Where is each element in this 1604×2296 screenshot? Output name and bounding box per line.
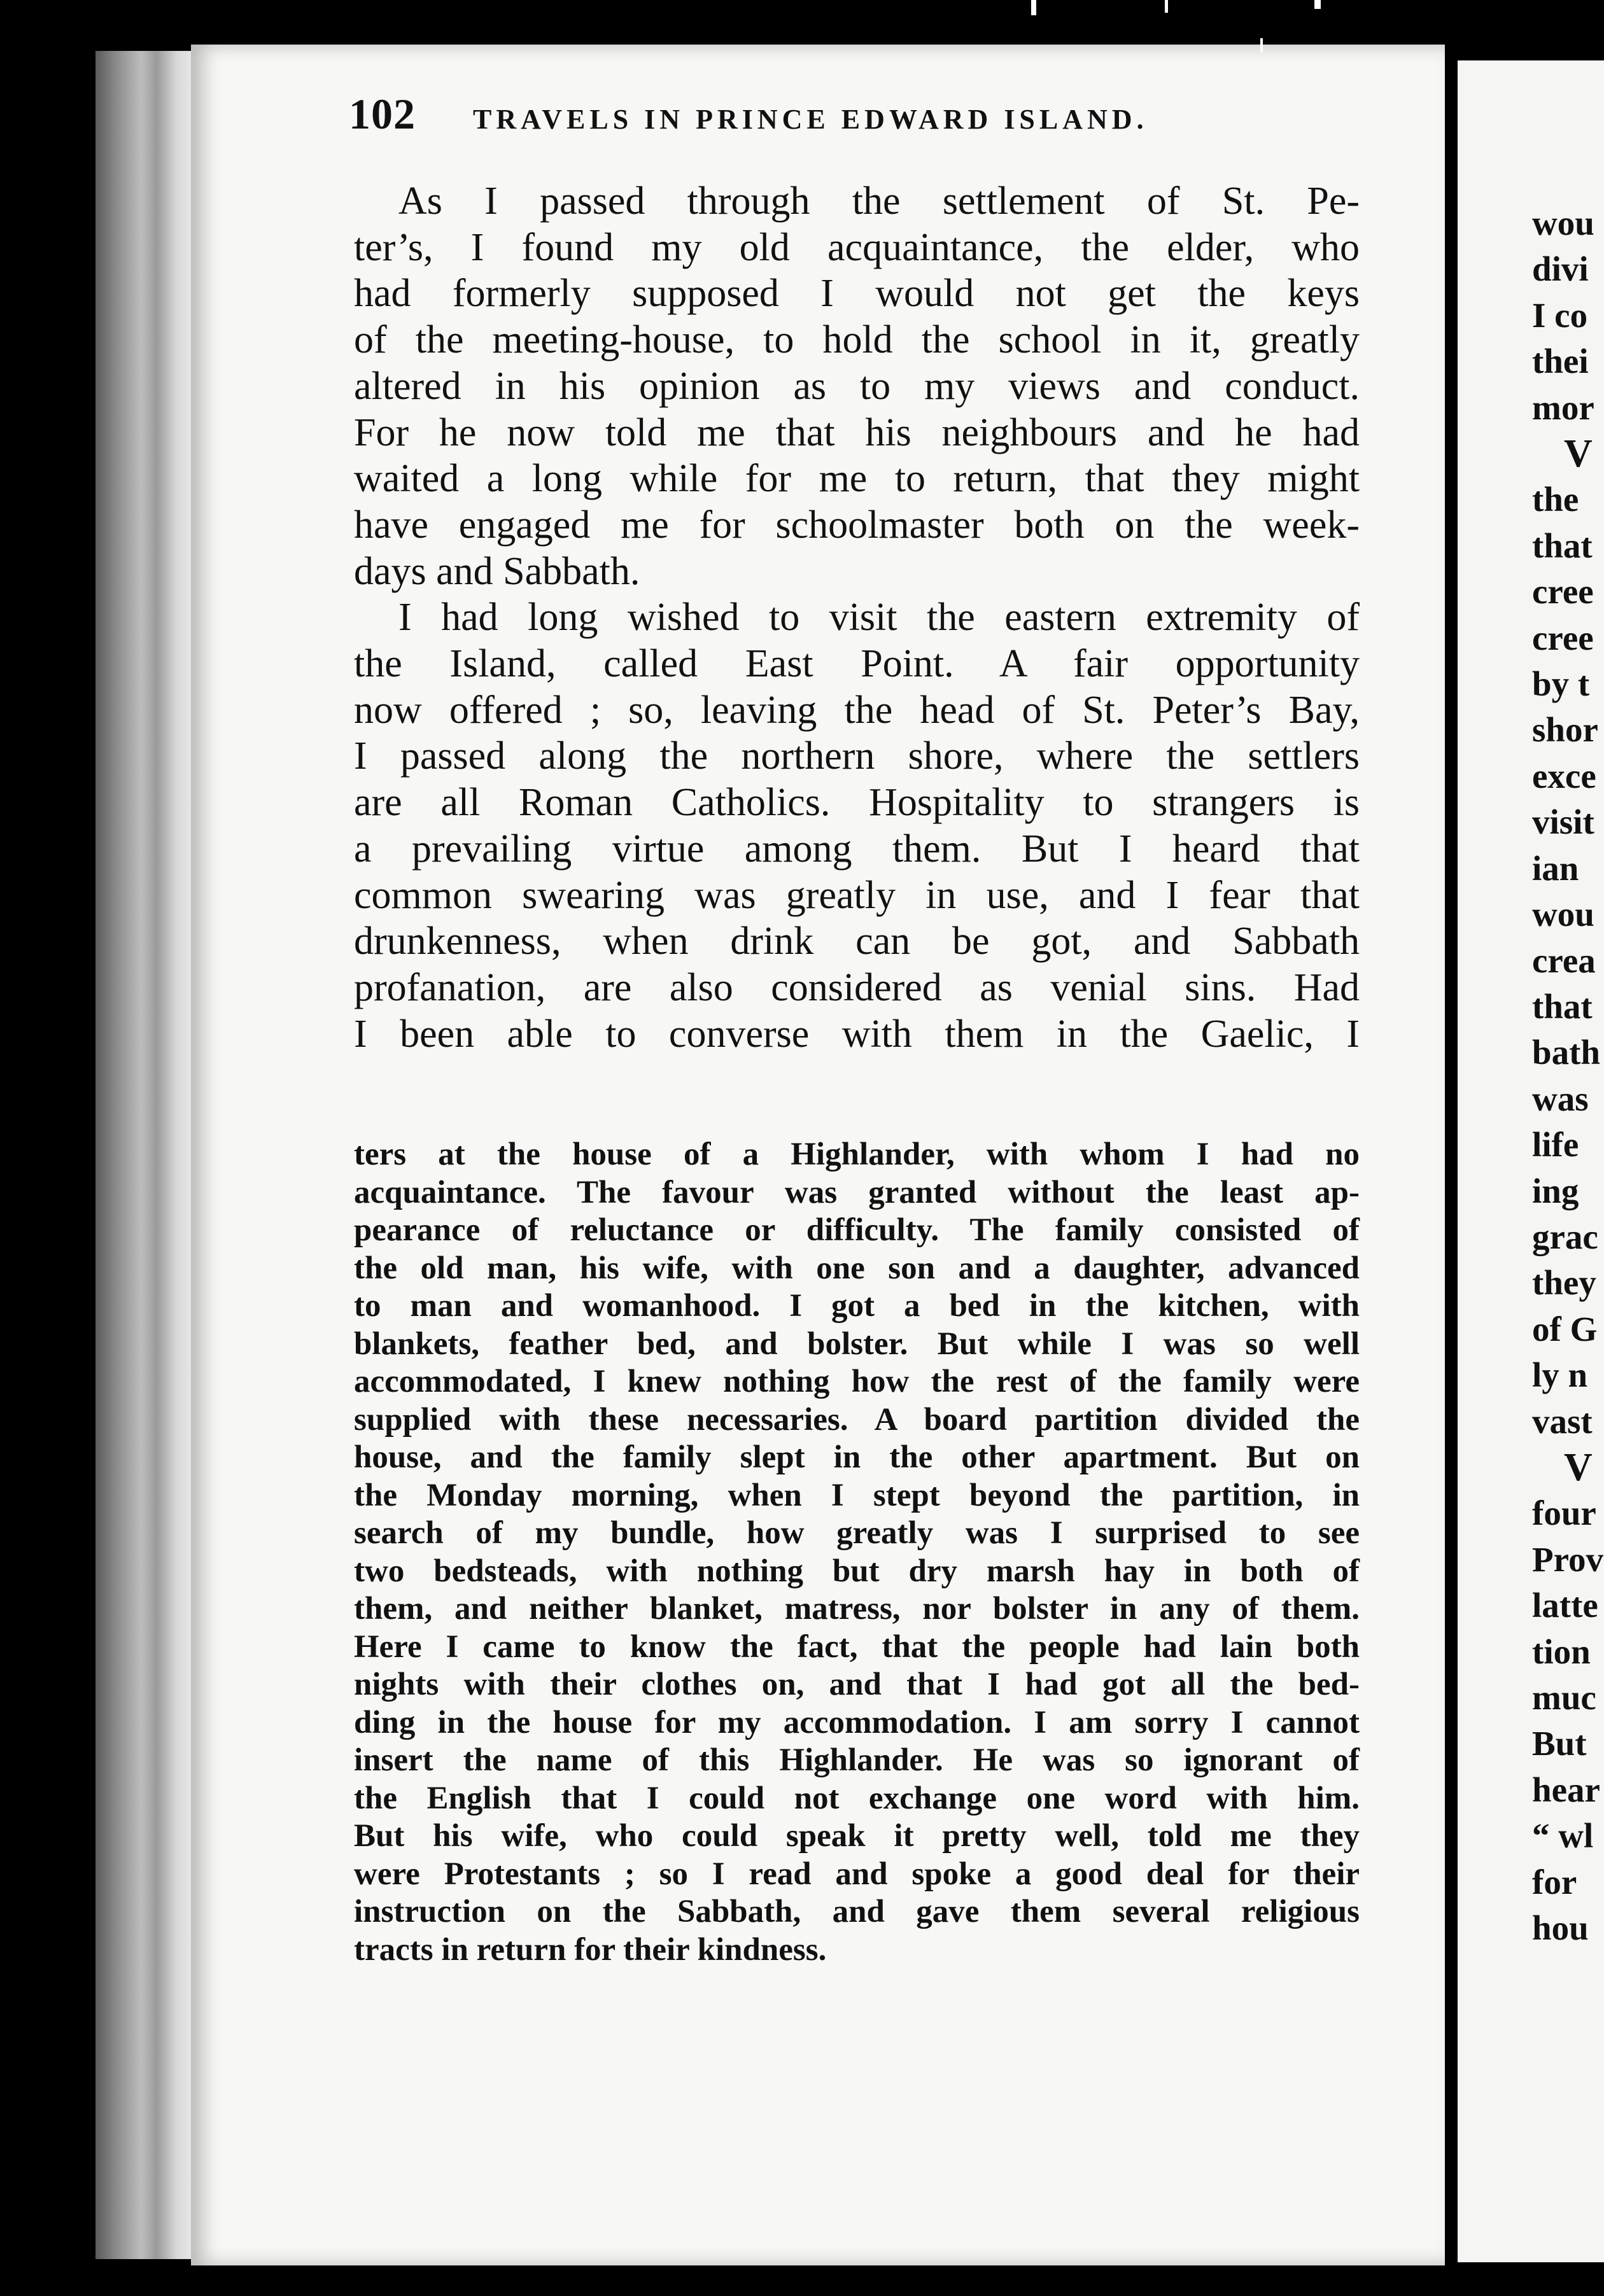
footnote-line: search of my bundle, how greatly was I surprised to see: [354, 1515, 1360, 1551]
footnote-line: were Protestants ; so I read and spoke a good deal for their: [354, 1856, 1360, 1892]
body-text: [354, 178, 1360, 1057]
facing-page-text: [1532, 200, 1604, 1951]
facing-text-fragment: muc: [1532, 1678, 1596, 1717]
facing-text-fragment: ian: [1532, 848, 1579, 888]
book-page-edges: [95, 51, 197, 2259]
scan-speck: [1314, 0, 1321, 9]
footnote-line: blankets, feather bed, and bolster. But while I was so well: [354, 1326, 1360, 1362]
page-header: [349, 89, 1342, 146]
footnote-line: insert the name of this Highlander. He was so ignorant of: [354, 1742, 1360, 1778]
text-line: altered in his opinion as to my views and conduct.: [354, 364, 1360, 408]
facing-text-fragment: V: [1564, 1445, 1593, 1489]
facing-text-fragment: mor: [1532, 388, 1594, 427]
facing-text-fragment: hou: [1532, 1908, 1589, 1948]
text-line: I passed along the northern shore, where the settlers: [354, 734, 1360, 778]
text-line: the Island, called East Point. A fair opportunity: [354, 642, 1360, 686]
page-number: 102: [349, 90, 416, 138]
facing-text-fragment: they: [1532, 1263, 1596, 1303]
text-line: now offered ; so, leaving the head of St. Peter’s Bay,: [354, 688, 1360, 732]
text-line: drunkenness, when drink can be got, and Sabbath: [354, 920, 1360, 963]
footnote-line: house, and the family slept in the other apartment. But on: [354, 1439, 1360, 1475]
facing-text-fragment: vast: [1532, 1401, 1593, 1441]
footnote-line: pearance of reluctance or difficulty. The family consisted of: [354, 1212, 1360, 1248]
facing-text-fragment: But: [1532, 1724, 1587, 1763]
scan-speck: [1031, 0, 1036, 15]
facing-text-fragment: crea: [1532, 941, 1596, 980]
footnote-line: tracts in return for their kindness.: [354, 1931, 827, 1968]
scan-speck: [1165, 0, 1168, 13]
footnote-line: instruction on the Sabbath, and gave them several religious: [354, 1894, 1360, 1929]
footnote-line: the Monday morning, when I stept beyond the partition, in: [354, 1477, 1360, 1513]
facing-text-fragment: four: [1532, 1494, 1596, 1533]
footnote-line: acquaintance. The favour was granted without the least ap-: [354, 1174, 1360, 1210]
facing-text-fragment: V: [1564, 432, 1593, 476]
text-line: a prevailing virtue among them. But I heard that: [354, 827, 1360, 871]
scan-speck: [1260, 38, 1263, 52]
facing-text-fragment: wou: [1532, 895, 1594, 934]
facing-text-fragment: the: [1532, 480, 1579, 519]
facing-text-fragment: was: [1532, 1079, 1589, 1118]
footnote-line: Here I came to know the fact, that the people had lain both: [354, 1628, 1360, 1665]
text-line: For he now told me that his neighbours and he had: [354, 410, 1360, 454]
footnote-line: nights with their clothes on, and that I had got all the bed-: [354, 1667, 1360, 1702]
facing-text-fragment: life: [1532, 1125, 1579, 1165]
facing-text-fragment: ly n: [1532, 1355, 1588, 1395]
facing-text-fragment: “ wl: [1532, 1816, 1594, 1856]
footnote-line: accommodated, I knew nothing how the rest of the family were: [354, 1364, 1360, 1399]
footnote-line: ding in the house for my accommodation. I am sorry I cannot: [354, 1704, 1360, 1740]
text-line: have engaged me for schoolmaster both on the week-: [354, 503, 1360, 547]
facing-text-fragment: grac: [1532, 1217, 1598, 1256]
footnote-line: the old man, his wife, with one son and a daughter, advanced: [354, 1250, 1360, 1286]
facing-text-fragment: cree: [1532, 618, 1594, 657]
footnote-line: ters at the house of a Highlander, with whom I had no: [354, 1137, 1360, 1172]
text-line: I been able to converse with them in the Gaelic, I: [354, 1012, 1360, 1056]
facing-text-fragment: cree: [1532, 572, 1594, 612]
running-title: TRAVELS IN PRINCE EDWARD ISLAND.: [473, 104, 1148, 135]
text-line: days and Sabbath.: [354, 549, 640, 593]
text-line: As I passed through the settlement of St. Pe-: [398, 179, 1360, 223]
footnote-line: to man and womanhood. I got a bed in the kitchen, with: [354, 1288, 1360, 1324]
facing-text-fragment: of G: [1532, 1309, 1598, 1348]
facing-text-fragment: Prov: [1532, 1539, 1604, 1579]
footnote-line: But his wife, who could speak it pretty well, told me they: [354, 1818, 1360, 1854]
facing-text-fragment: by t: [1532, 664, 1590, 704]
text-line: of the meeting-house, to hold the school in it, greatly: [354, 318, 1360, 362]
text-line: had formerly supposed I would not get the keys: [354, 272, 1360, 316]
text-line: I had long wished to visit the eastern extremity of: [398, 596, 1360, 640]
facing-text-fragment: ing: [1532, 1171, 1579, 1210]
text-line: waited a long while for me to return, that they might: [354, 457, 1360, 501]
footnote-line: them, and neither blanket, matress, nor bolster in any of them.: [354, 1591, 1360, 1627]
facing-text-fragment: that: [1532, 986, 1593, 1026]
facing-text-fragment: tion: [1532, 1632, 1591, 1671]
facing-text-fragment: I co: [1532, 295, 1588, 335]
text-line: are all Roman Catholics. Hospitality to strangers is: [354, 781, 1360, 825]
text-line: common swearing was greatly in use, and I fear that: [354, 873, 1360, 917]
facing-text-fragment: visit: [1532, 802, 1594, 842]
facing-text-fragment: latte: [1532, 1586, 1598, 1625]
facing-text-fragment: hear: [1532, 1770, 1600, 1809]
facing-text-fragment: thei: [1532, 342, 1589, 381]
facing-text-fragment: exce: [1532, 756, 1596, 795]
facing-text-fragment: for: [1532, 1862, 1577, 1901]
text-line: ter’s, I found my old acquaintance, the elder, who: [354, 225, 1360, 269]
facing-text-fragment: that: [1532, 526, 1593, 565]
facing-text-fragment: shor: [1532, 710, 1598, 750]
footnote: [354, 1136, 1360, 1969]
footnote-line: supplied with these necessaries. A board partition divided the: [354, 1401, 1360, 1438]
facing-text-fragment: bath: [1532, 1033, 1600, 1072]
facing-text-fragment: wou: [1532, 204, 1594, 242]
facing-text-fragment: divi: [1532, 249, 1589, 289]
text-line: profanation, are also considered as venial sins. Had: [354, 965, 1360, 1009]
footnote-line: two bedsteads, with nothing but dry marsh hay in both of: [354, 1553, 1360, 1589]
footnote-line: the English that I could not exchange one word with him.: [354, 1780, 1360, 1816]
